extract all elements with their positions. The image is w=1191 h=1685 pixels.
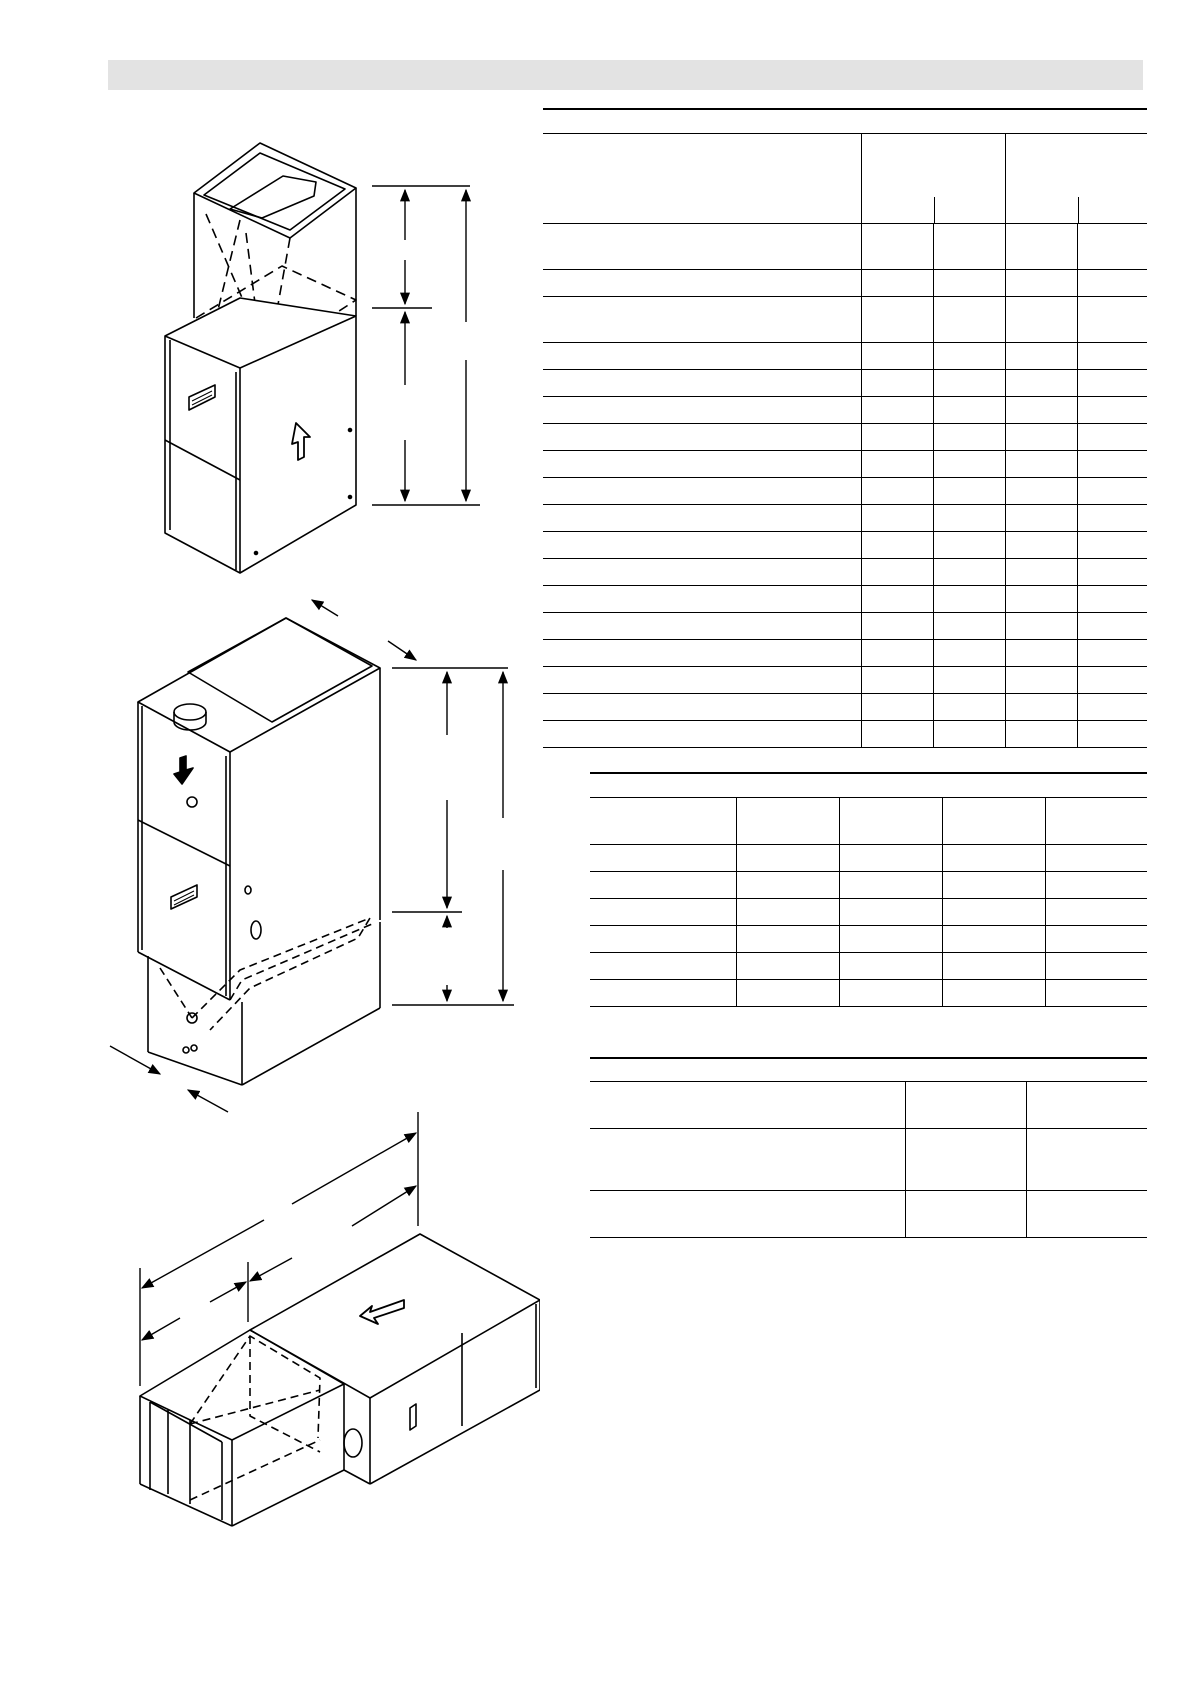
table-row	[543, 532, 1147, 559]
table-row	[543, 397, 1147, 424]
table-row	[543, 586, 1147, 613]
header-cell	[861, 134, 1005, 224]
downflow-unit-figure	[110, 600, 514, 1112]
header-cell	[543, 134, 861, 224]
third-table-top-rule	[590, 1057, 1147, 1059]
table-row	[543, 270, 1147, 297]
table-row	[543, 224, 1147, 270]
table-row	[590, 1191, 1147, 1238]
table-row	[590, 926, 1147, 953]
table-row	[543, 667, 1147, 694]
table-row	[543, 424, 1147, 451]
table-row	[543, 505, 1147, 532]
spec-table-main	[543, 133, 1147, 748]
table-row	[590, 980, 1147, 1007]
table-row	[543, 559, 1147, 586]
second-table-top-rule	[590, 772, 1147, 774]
table-row	[590, 845, 1147, 872]
table-row	[543, 478, 1147, 505]
table-row	[590, 953, 1147, 980]
table-header-row	[590, 1082, 1147, 1129]
table-row	[543, 694, 1147, 721]
table-row	[590, 899, 1147, 926]
table-top-rule	[543, 108, 1147, 110]
table-row	[590, 872, 1147, 899]
table-header-row	[543, 134, 1147, 224]
table-row	[543, 451, 1147, 478]
horizontal-unit-figure	[140, 1112, 540, 1526]
down-arrow-icon	[174, 756, 193, 784]
table-row	[543, 297, 1147, 343]
table-row	[543, 370, 1147, 397]
table-row	[543, 640, 1147, 667]
table-header-row	[590, 798, 1147, 845]
spec-table-second	[590, 797, 1147, 1007]
spec-table-third	[590, 1081, 1147, 1238]
table-row	[543, 343, 1147, 370]
table-row	[543, 613, 1147, 640]
table-row	[590, 1129, 1147, 1191]
table-row	[543, 721, 1147, 748]
upflow-unit-figure	[165, 143, 480, 573]
header-cell	[1005, 134, 1147, 224]
unit-drawings	[0, 0, 540, 1685]
